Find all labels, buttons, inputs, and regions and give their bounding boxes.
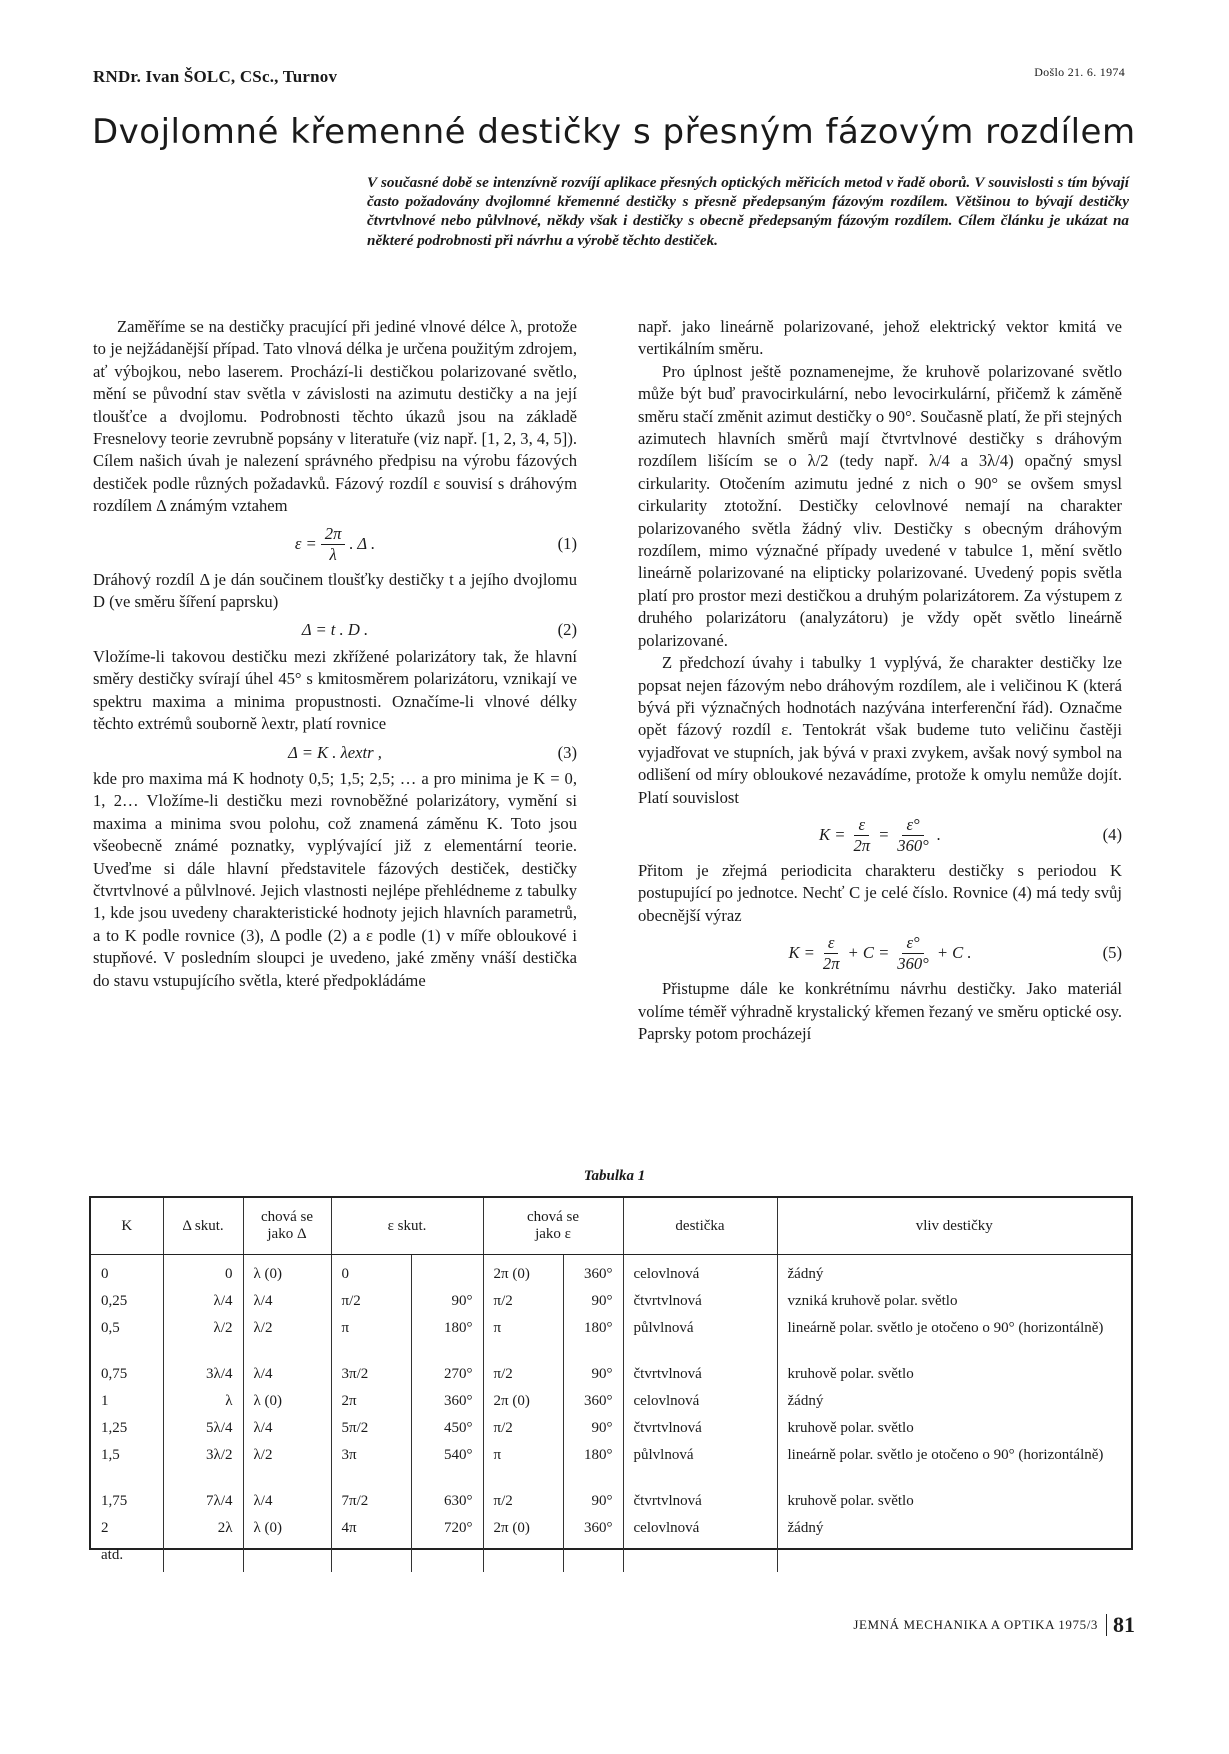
table-cell: 3λ/2 bbox=[163, 1445, 243, 1491]
page-footer bbox=[853, 1612, 1135, 1638]
table-cell bbox=[411, 1545, 483, 1572]
table-cell: atd. bbox=[91, 1545, 163, 1572]
table-cell: λ/2 bbox=[243, 1445, 331, 1491]
table-cell: 5λ/4 bbox=[163, 1418, 243, 1445]
numerator: ε bbox=[824, 933, 839, 954]
table-cell: λ bbox=[163, 1391, 243, 1418]
fraction bbox=[893, 815, 933, 856]
table-row bbox=[91, 1518, 1131, 1545]
table-cell: 1,5 bbox=[91, 1445, 163, 1491]
table-row bbox=[91, 1391, 1131, 1418]
table-cell: 90° bbox=[563, 1491, 623, 1518]
table-cell bbox=[563, 1545, 623, 1572]
equation-number: (2) bbox=[557, 620, 577, 640]
table-cell bbox=[163, 1545, 243, 1572]
table-cell: 0 bbox=[163, 1255, 243, 1292]
table-cell: 360° bbox=[563, 1518, 623, 1545]
equation-number: (5) bbox=[1102, 943, 1122, 963]
table-cell bbox=[411, 1255, 483, 1292]
table-cell: 2 bbox=[91, 1518, 163, 1545]
table-cell: 90° bbox=[563, 1364, 623, 1391]
right-column bbox=[638, 316, 1122, 1045]
table-cell: 360° bbox=[411, 1391, 483, 1418]
table-cell: čtvrtvlnová bbox=[623, 1491, 777, 1518]
table-cell: π bbox=[483, 1318, 563, 1364]
table-row bbox=[91, 1255, 1131, 1292]
table-cell: 4π bbox=[331, 1518, 411, 1545]
fraction bbox=[321, 524, 346, 565]
table-row bbox=[91, 1291, 1131, 1318]
table-cell: 2π bbox=[331, 1391, 411, 1418]
column-header: K bbox=[91, 1198, 163, 1255]
table-cell: čtvrtvlnová bbox=[623, 1291, 777, 1318]
equation-4 bbox=[638, 815, 1122, 856]
journal-name: JEMNÁ MECHANIKA A OPTIKA 1975/3 bbox=[853, 1614, 1107, 1636]
left-column bbox=[93, 316, 577, 992]
header-line: chová se bbox=[526, 1209, 580, 1225]
table-cell: lineárně polar. světlo je otočeno o 90° (horizontálně) bbox=[787, 1320, 1104, 1336]
table-cell: 270° bbox=[411, 1364, 483, 1391]
table-cell: 720° bbox=[411, 1518, 483, 1545]
table-cell: žádný bbox=[787, 1266, 824, 1282]
table-cell: čtvrtvlnová bbox=[623, 1418, 777, 1445]
fraction bbox=[819, 933, 844, 974]
table-cell: 0 bbox=[331, 1255, 411, 1292]
table-cell: půlvlnová bbox=[623, 1318, 777, 1364]
header-line: chová se bbox=[260, 1209, 314, 1225]
table-cell: 2π (0) bbox=[483, 1518, 563, 1545]
denominator: 2π bbox=[822, 954, 840, 974]
denominator: 2π bbox=[853, 835, 871, 855]
table-cell: 180° bbox=[563, 1318, 623, 1364]
table-cell: 0,75 bbox=[91, 1364, 163, 1391]
table-cell: 3λ/4 bbox=[163, 1364, 243, 1391]
equation-number: (4) bbox=[1102, 825, 1122, 845]
table-cell: 180° bbox=[411, 1318, 483, 1364]
paragraph: Dráhový rozdíl Δ je dán součinem tloušťky destičky t a jejího dvojlomu D (ve směru šíření paprsku) bbox=[93, 569, 577, 612]
equation-part: ε = bbox=[294, 533, 317, 553]
denominator: λ bbox=[329, 544, 337, 564]
table-cell: π/2 bbox=[483, 1364, 563, 1391]
table-cell: celovlnová bbox=[623, 1255, 777, 1292]
column-header: Δ skut. bbox=[163, 1198, 243, 1255]
table-cell: 7π/2 bbox=[331, 1491, 411, 1518]
equation-part: = bbox=[878, 825, 890, 845]
table-cell: 360° bbox=[563, 1255, 623, 1292]
table-header-row bbox=[91, 1198, 1131, 1255]
table-row bbox=[91, 1364, 1131, 1391]
table-cell: λ (0) bbox=[243, 1518, 331, 1545]
paragraph: Přistupme dále ke konkrétnímu návrhu destičky. Jako materiál volíme téměř výhradně krystalický křemen řezaný ve směru optické osy. Paprsky potom procházejí bbox=[638, 979, 1122, 1043]
table-cell: 90° bbox=[563, 1291, 623, 1318]
author-line: RNDr. Ivan ŠOLC, CSc., Turnov bbox=[93, 67, 338, 86]
table-cell: λ/2 bbox=[163, 1318, 243, 1364]
denominator: 360° bbox=[897, 835, 929, 855]
table-cell: λ/4 bbox=[243, 1364, 331, 1391]
table-cell: π bbox=[331, 1318, 411, 1364]
page-number: 81 bbox=[1113, 1612, 1135, 1637]
table-cell: 90° bbox=[563, 1418, 623, 1445]
table-cell: 2π (0) bbox=[483, 1391, 563, 1418]
table-cell: kruhově polar. světlo bbox=[787, 1366, 914, 1382]
column-header bbox=[483, 1198, 623, 1255]
equation-part: K = bbox=[819, 825, 846, 845]
column-header: ε skut. bbox=[331, 1198, 483, 1255]
table-cell: π bbox=[483, 1445, 563, 1491]
table-cell: λ (0) bbox=[243, 1391, 331, 1418]
table-cell: 90° bbox=[411, 1291, 483, 1318]
equation-part: Δ = t . D . bbox=[301, 620, 369, 640]
fraction bbox=[849, 815, 874, 856]
paragraph: Z předchozí úvahy i tabulky 1 vyplývá, že charakter destičky lze popsat nejen fázovým nebo dráhovým rozdílem, ale i veličinou K (která bývá při význačných hodnotách nazývána interferenční řád). Označme opět fázový rozdíl ε. Tentokrát však budeme tuto veličinu častěji vyjadřovat ve stupních, jak bývá v praxi zvykem, avšak nový symbol na odlišení od míry obloukové nezavádíme, protože k omylu nemůže dojít. Platí souvislost bbox=[638, 653, 1122, 807]
table-row bbox=[91, 1491, 1131, 1518]
article-title: Dvojlomné křemenné destičky s přesným fázovým rozdílem bbox=[92, 112, 1136, 152]
table-cell: 0,25 bbox=[91, 1291, 163, 1318]
table-cell: 3π bbox=[331, 1445, 411, 1491]
table-cell: žádný bbox=[787, 1520, 824, 1536]
abstract: V současné době se intenzívně rozvíjí aplikace přesných optických měřicích metod v řadě oborů. V souvislosti s tím bývají často požadovány dvojlomné křemenné destičky s přesně předepsaným fázovým rozdílem. Většinou to bývají destičky čtvrtvlnové nebo půlvlnové, někdy však i destičky s obecně předepsaným fázovým rozdílem. Cílem článku je ukázat na některé podrobnosti při návrhu a výrobě těchto destiček. bbox=[367, 174, 1129, 249]
table-cell: kruhově polar. světlo bbox=[787, 1420, 914, 1436]
table-cell: čtvrtvlnová bbox=[623, 1364, 777, 1391]
table-cell: 7λ/4 bbox=[163, 1491, 243, 1518]
table-cell: 1,75 bbox=[91, 1491, 163, 1518]
table-cell: π/2 bbox=[483, 1291, 563, 1318]
table-cell: 1 bbox=[91, 1391, 163, 1418]
table-cell: λ/2 bbox=[243, 1318, 331, 1364]
table-cell: 180° bbox=[563, 1445, 623, 1491]
equation-part: Δ = K . λextr , bbox=[288, 742, 382, 762]
table-cell bbox=[331, 1545, 411, 1572]
table-row bbox=[91, 1545, 1131, 1572]
equation-part: + C . bbox=[936, 943, 972, 963]
table-cell bbox=[243, 1545, 331, 1572]
paragraph: Pro úplnost ještě poznamenejme, že kruhově polarizované světlo může být buď pravocirkulární, nebo levocirkulární, přičemž k záměně směru stačí změnit azimut destičky o 90°. Současně platí, že při stejných azimutech hlavních směrů mají čtvrtvlnové destičky s dráhovým rozdílem lišícím se o λ/2 (tedy např. λ/4 a 3λ/4) opačný smysl cirkularity. Otočením azimutu jedné z nich o 90° se ovšem smysl cirkularity ztotožní. Destičky celovlnové nemají na charakter polarizovaného světla žádný vliv. Destičky s obecným dráhovým rozdílem, mimo význačné případy uvedené v tabulce 1, mění světlo lineárně polarizované na elipticky polarizované. Uvedený popis světla platí pro prostor mezi destičkou a druhým polarizátorem. Za výstupem z druhého polarizátoru (analyzátoru) je vždy opět světlo lineárně polarizované. bbox=[638, 361, 1122, 650]
numerator: ε bbox=[854, 815, 869, 836]
equation-part: . Δ . bbox=[349, 533, 376, 553]
paragraph: Vložíme-li takovou destičku mezi zkřížené polarizátory tak, že hlavní směry destičky svírají úhel 45° s kmitosměrem polarizátoru, vznikají ve spektru maxima a minima propustnosti. Označíme-li vlnové délky těchto extrémů souborně λextr, platí rovnice bbox=[93, 646, 577, 734]
numerator: ε° bbox=[902, 815, 923, 836]
paragraph: Zaměříme se na destičky pracující při jediné vlnové délce λ, protože to je nejžádanější případ. Tato vlnová délka je určena použitým zdrojem, ať výbojkou, nebo laserem. Prochází-li destičkou polarizované světlo, mění se původní stav světla v závislosti na azimutu destičky a na její tloušťce a dvojlomu. Podrobnosti těchto úkazů jsou na základě Fresnelovy teorie zevrubně popsány v literatuře (viz např. [1, 2, 3, 4, 5]). Cílem našich úvah je nalezení správného předpisu na výrobu fázových destiček podle různých požadavků. Fázový rozdíl ε souvisí s dráhovým rozdílem Δ známým vztahem bbox=[93, 317, 577, 516]
equation-part: + C = bbox=[847, 943, 890, 963]
equation-part: K = bbox=[788, 943, 815, 963]
table-cell: celovlnová bbox=[623, 1391, 777, 1418]
table-cell: λ/4 bbox=[243, 1418, 331, 1445]
denominator: 360° bbox=[897, 954, 929, 974]
table-cell: kruhově polar. světlo bbox=[787, 1493, 914, 1509]
table-cell: 5π/2 bbox=[331, 1418, 411, 1445]
table-cell: 0 bbox=[91, 1255, 163, 1292]
table-cell: 2λ bbox=[163, 1518, 243, 1545]
table-cell: 630° bbox=[411, 1491, 483, 1518]
equation-3 bbox=[93, 742, 577, 764]
table-cell: λ (0) bbox=[243, 1255, 331, 1292]
equation-part: . bbox=[936, 825, 941, 845]
table-cell: 2π (0) bbox=[483, 1255, 563, 1292]
paragraph: Přitom je zřejmá periodicita charakteru destičky s periodou K postupující po jednotce. Nechť C je celé číslo. Rovnice (4) má tedy svůj obecnější výraz bbox=[638, 860, 1122, 925]
table-cell: λ/4 bbox=[243, 1291, 331, 1318]
table-cell: π/2 bbox=[331, 1291, 411, 1318]
table-cell: 360° bbox=[563, 1391, 623, 1418]
table-frame bbox=[89, 1196, 1133, 1563]
paragraph: např. jako lineárně polarizované, jehož elektrický vektor kmitá ve vertikálním směru. bbox=[638, 317, 1122, 359]
table-cell bbox=[777, 1545, 1131, 1572]
column-header bbox=[243, 1198, 331, 1255]
table-cell: 1,25 bbox=[91, 1418, 163, 1445]
table-cell bbox=[623, 1545, 777, 1572]
table-cell bbox=[483, 1545, 563, 1572]
table-cell: π/2 bbox=[483, 1491, 563, 1518]
numerator: 2π bbox=[321, 524, 346, 545]
fraction bbox=[893, 933, 933, 974]
equation-5 bbox=[638, 933, 1122, 974]
table-cell: vzniká kruhově polar. světlo bbox=[787, 1293, 958, 1309]
table-cell: 540° bbox=[411, 1445, 483, 1491]
table-cell: λ/4 bbox=[243, 1491, 331, 1518]
equation-number: (1) bbox=[557, 533, 577, 553]
equation-1 bbox=[93, 524, 577, 565]
table-row bbox=[91, 1418, 1131, 1445]
equation-number: (3) bbox=[557, 742, 577, 762]
numerator: ε° bbox=[902, 933, 923, 954]
paragraph: kde pro maxima má K hodnoty 0,5; 1,5; 2,5; … a pro minima je K = 0, 1, 2… Vložíme-li destičku mezi rovnoběžné polarizátory, vymění si maxima a minima svou polohu, což znamená záměnu K. Toto jsou všeobecně známé poznatky, vyplývající již z elementární teorie. Uveďme si dále hlavní představitele fázových destiček, destičky čtvrtvlnové a půlvlnové. Jejich vlastnosti nejlépe přehlédneme z tabulky 1, kde jsou uvedeny charakteristické hodnoty jejich hlavních parametrů, a to K podle rovnice (3), Δ podle (2) a ε podle (1) v míře obloukové i stupňové. V posledním sloupci je uvedeno, jaké změny vnáší destička do stavu vstupujícího světla, které předpokládáme bbox=[93, 768, 577, 990]
table-row bbox=[91, 1318, 1131, 1364]
table-cell: 450° bbox=[411, 1418, 483, 1445]
equation-2 bbox=[93, 619, 577, 641]
column-header: destička bbox=[623, 1198, 777, 1255]
table-cell: lineárně polar. světlo je otočeno o 90° (horizontálně) bbox=[787, 1447, 1104, 1463]
header-line: jako Δ bbox=[267, 1226, 307, 1242]
header-line: jako ε bbox=[535, 1226, 571, 1242]
table-cell: půlvlnová bbox=[623, 1445, 777, 1491]
table-cell: π/2 bbox=[483, 1418, 563, 1445]
table-caption: Tabulka 1 bbox=[583, 1168, 646, 1184]
column-header: vliv destičky bbox=[777, 1198, 1131, 1255]
table-row bbox=[91, 1445, 1131, 1491]
table-cell: 0,5 bbox=[91, 1318, 163, 1364]
table-cell: žádný bbox=[787, 1393, 824, 1409]
table-body bbox=[91, 1255, 1131, 1573]
data-table bbox=[91, 1198, 1131, 1572]
table-cell: celovlnová bbox=[623, 1518, 777, 1545]
table-cell: λ/4 bbox=[163, 1291, 243, 1318]
received-date: Došlo 21. 6. 1974 bbox=[1034, 65, 1125, 79]
table-cell: 3π/2 bbox=[331, 1364, 411, 1391]
